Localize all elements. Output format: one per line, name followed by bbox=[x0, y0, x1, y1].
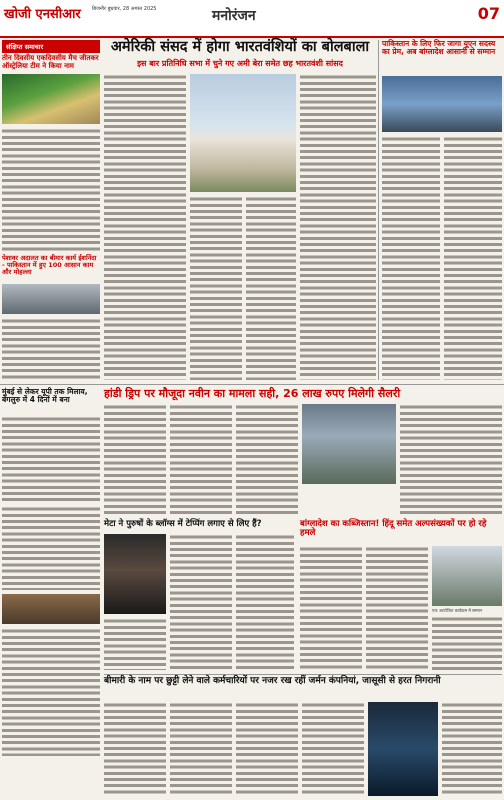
mid-main-col2 bbox=[170, 404, 232, 516]
hacker-photo bbox=[368, 702, 438, 796]
bottom-col3 bbox=[236, 702, 298, 796]
bottom-col2 bbox=[170, 702, 232, 796]
cricket-photo bbox=[2, 74, 100, 124]
section-title: मनोरंजन bbox=[212, 8, 256, 24]
mid-left-body bbox=[2, 416, 100, 502]
bangladesh-body-col3 bbox=[432, 616, 502, 670]
lead-body-col2 bbox=[190, 196, 242, 380]
bottom-col5 bbox=[442, 702, 502, 796]
page-number: 07 bbox=[477, 4, 500, 23]
brief-body bbox=[2, 128, 100, 251]
mid-left-headline: मुंबई से लेकर यूपी तक मिलाव, बेंगलुरु में 4 दिनों में बना bbox=[2, 387, 88, 405]
mid-main-col4 bbox=[400, 404, 502, 516]
lead-headline: अमेरिकी संसद में होगा भारतवंशियों का बोलबाला bbox=[110, 39, 370, 55]
peshawar-headline: पेशावर अदालत का बीमार कार्य ईशनिंदा - पाकिस्तान में हुए 100 आसान काम और मोहल्ला bbox=[2, 254, 97, 277]
meta-headline: मेटा ने पुरुषों के ब्लॉग्स में टेप्पिंग लगाए से लिए हैं? bbox=[104, 519, 262, 529]
bangladesh-caption: एक आयोजित कार्यक्रम में सम्मान bbox=[432, 608, 483, 613]
mid-main-headline: हांडी ड्रिप पर मौजूदा नवीन का मामला सही, 26 लाख रुपए मिलेगी सैलरी bbox=[104, 387, 401, 400]
mid-main-photo bbox=[302, 404, 396, 484]
lead-deck: इस बार प्रतिनिधि सभा में चुने गए अमी बेरा समेत छह भारतवंशी सांसद bbox=[137, 59, 343, 68]
lead-body-col1 bbox=[104, 74, 186, 380]
lead-body-col4 bbox=[300, 74, 376, 380]
bangladesh-body-col1 bbox=[300, 546, 362, 670]
right-body-col1 bbox=[382, 136, 440, 380]
bottom-headline: बीमारी के नाम पर छुट्टी लेने वाले कर्मचारियों पर नजर रख रहीं जर्मन कंपनियां, जासूसी से हरत निगरानी bbox=[104, 676, 441, 686]
mid-left-body-3 bbox=[2, 628, 100, 756]
bangladesh-photo bbox=[432, 546, 502, 606]
capitol-photo bbox=[190, 74, 296, 192]
logo: खोजी एनसीआर bbox=[4, 7, 81, 22]
section-rule bbox=[0, 384, 504, 385]
mid-main-col3 bbox=[236, 404, 298, 516]
meta-body-col2 bbox=[236, 534, 294, 670]
column-rule bbox=[378, 40, 379, 380]
right-body-col2 bbox=[444, 136, 502, 380]
meta-body-col0 bbox=[104, 618, 166, 670]
brief-block bbox=[2, 40, 100, 70]
bangladesh-headline: बांग्लादेश का कब्जिस्तान! हिंदू समेत अल्पसंख्यकों पर हो रहे हमले bbox=[300, 519, 487, 539]
dateline: बिजनौर बुधवार, 28 अगस्त 2025 bbox=[92, 6, 157, 12]
mid-left-photo bbox=[2, 594, 100, 624]
mid-main-col1 bbox=[104, 404, 166, 516]
zuckerberg-photo bbox=[104, 534, 166, 614]
bottom-col4 bbox=[302, 702, 364, 796]
meta-body-col1 bbox=[170, 534, 232, 670]
right-headline: पाकिस्तान के लिए फिर जागा यूएन सदस्य का प्रेम, अब बांग्लादेश आसानी से सम्मान bbox=[382, 39, 496, 57]
peshawar-body bbox=[2, 318, 100, 380]
bottom-col1 bbox=[104, 702, 166, 796]
masthead bbox=[0, 0, 504, 38]
peshawar-photo bbox=[2, 284, 100, 314]
bangladesh-body-col2 bbox=[366, 546, 428, 670]
brief-headline: तीन दिवसीय एकदिवसीय मैच जीतकर ऑस्ट्रेलिया टीम ने किया नाम bbox=[2, 54, 99, 70]
bottom-rule bbox=[104, 674, 502, 675]
mid-left-body-2 bbox=[2, 506, 100, 590]
brief-tag: संक्षिप्त समाचार bbox=[2, 40, 100, 53]
un-photo bbox=[382, 76, 502, 132]
lead-body-col3 bbox=[246, 196, 296, 380]
